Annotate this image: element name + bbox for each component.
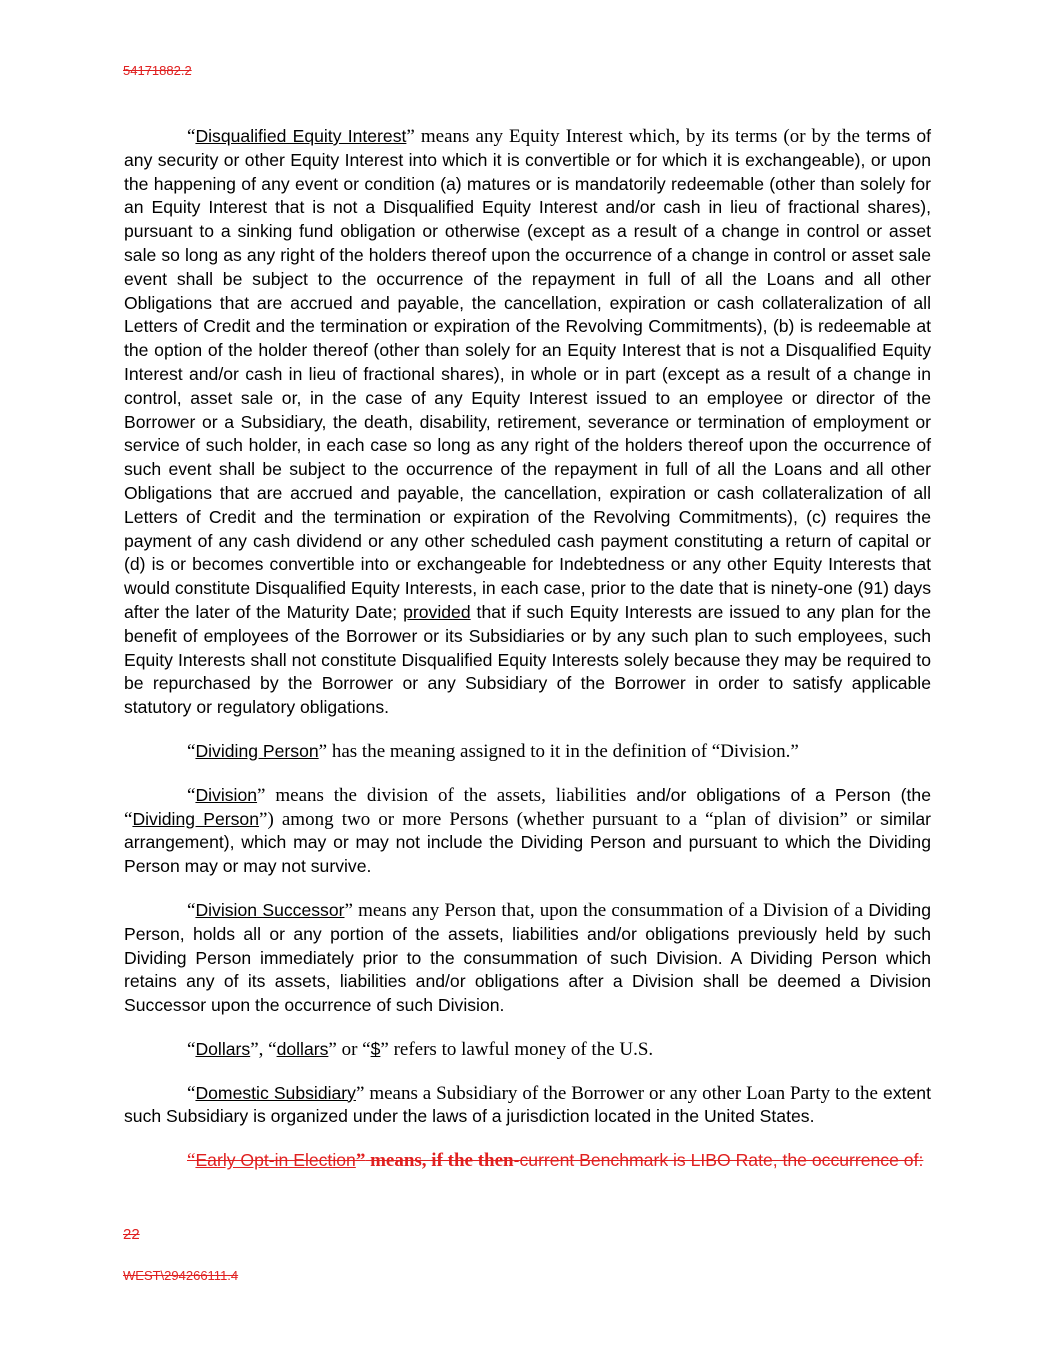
page-number: 22 [123, 1226, 140, 1243]
definition-division: “Division” means the division of the assets, liabilities and/or obligations of a Person (the “Dividing Person”) among two or more Persons (whether pursuant to a “plan of division” or similar arrangement), which may or may not include the Dividing Person and pursuant to which the Dividing Person may or may not survive. [124, 784, 932, 877]
definition-dividing-person: “Dividing Person” has the meaning assigned to it in the definition of “Division.” [187, 740, 799, 762]
footer-document-reference: WEST\294266111.4 [123, 1268, 239, 1283]
definition-early-opt-in-election-deleted: “Early Opt-in Election” means, if the then-current Benchmark is LIBO Rate, the occurrence of: [187, 1150, 924, 1172]
definition-disqualified-equity-interest: “Disqualified Equity Interest” means any Equity Interest which, by its terms (or by the terms of any security or other Equity Interest into which it is convertible or for which it is exchangeable), or upon the happening of any event or condition (a) matures or is mandatorily redeemable (other than solely for an Equity Interest that is not a Disqualified Equity Interest and/or cash in lieu of fractional shares), pursuant to a sinking fund obligation or otherwise (except as a result of a change in control or asset sale so long as any right of the holders thereof upon the occurrence of a change in control or asset sale event shall be subject to the occurrence of the repayment in full of all the Loans and all other Obligations that are accrued and payable, the cancellation, expiration or cash collateralization of all Letters of Credit and the termination or expiration of the Revolving Commitments), (b) is redeemable at the option of the holder thereof (other than solely for an Equity Interest that is not a Disqualified Equity Interest and/or cash in lieu of fractional shares), in whole or in part (except as a result of a change in control, asset sale or, in the case of any Equity Interest issued to an employee or director of the Borrower or a Subsidiary, the death, disability, retirement, severance or termination of employment or service of such holder, in each case so long as any right of the holders thereof upon the occurrence of such event shall be subject to the occurrence of the repayment in full of all the Loans and all other Obligations that are accrued and payable, the cancellation, expiration or cash collateralization of all Letters of Credit and the termination or expiration of the Revolving Commitments), (c) requires the payment of any cash dividend or any other scheduled cash payment constituting a return of capital or (d) is or becomes convertible into or exchangeable for Indebtedness or any other Equity Interests that would constitute Disqualified Equity Interests, in each case, prior to the date that is ninety-one (91) days after the later of the Maturity Date; provided that if such Equity Interests are issued to any plan for the benefit of employees of the Borrower or its Subsidiaries or by any such plan to such employees, such Equity Interests shall not constitute Disqualified Equity Interests solely because they may be required to be repurchased by the Borrower or any Subsidiary of the Borrower in order to satisfy applicable statutory or regulatory obligations. [124, 126, 931, 718]
definitions-body [124, 125, 931, 1193]
defined-term: Division [195, 784, 258, 805]
defined-term-dollars: Dollars [195, 1038, 251, 1059]
definition-domestic-subsidiary: “Domestic Subsidiary” means a Subsidiary of the Borrower or any other Loan Party to the extent such Subsidiary is organized under the laws of a jurisdiction located in the United States. [124, 1082, 931, 1127]
proviso-term: provided [403, 601, 471, 622]
header-document-reference: 54171882.2 [123, 63, 192, 78]
defined-term-dollars-lower: dollars [276, 1038, 329, 1059]
defined-term-dollar-sign: $ [370, 1038, 381, 1059]
inner-defined-term: Dividing Person [132, 808, 260, 829]
definition-dollars: “Dollars”, “dollars” or “$” refers to lawful money of the U.S. [187, 1038, 654, 1060]
defined-term: Disqualified Equity Interest [195, 126, 407, 146]
defined-term: Dividing Person [195, 740, 319, 761]
defined-term: Early Opt-in Election [195, 1150, 356, 1171]
defined-term: Domestic Subsidiary [195, 1082, 356, 1103]
definition-division-successor: “Division Successor” means any Person that, upon the consummation of a Division of a Dividing Person, holds all or any portion of the assets, liabilities and/or obligations previously held by such Dividing Person immediately prior to the consummation of such Division. A Dividing Person which retains any of its assets, liabilities and/or obligations after a Division shall be deemed a Division Successor upon the occurrence of such Division. [124, 899, 931, 1016]
defined-term: Division Successor [195, 899, 345, 920]
